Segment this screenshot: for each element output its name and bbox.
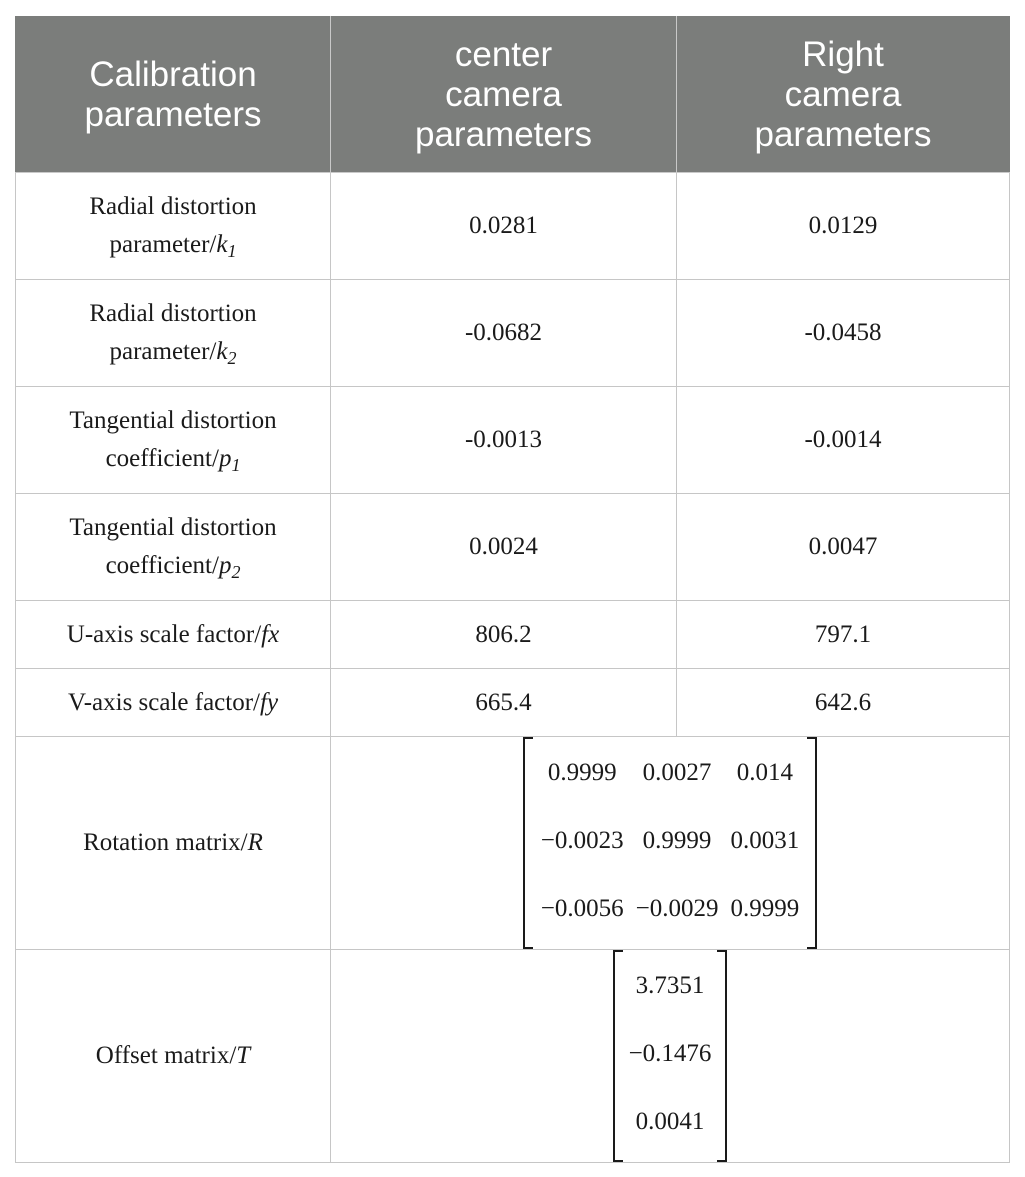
center-value: -0.0013 (331, 387, 677, 494)
matrix-entry: 0.9999 (547, 759, 617, 786)
matrix-entry: 0.0041 (635, 1108, 705, 1135)
header-text: Calibration (89, 54, 257, 94)
rotation-matrix-cell (331, 737, 1010, 950)
matrix-entry: 3.7351 (635, 972, 705, 999)
matrix-entry: 0.014 (736, 759, 793, 786)
table-row (16, 387, 1010, 494)
table-row (16, 669, 1010, 737)
calibration-table (15, 16, 1010, 1163)
label-symbol: p (218, 552, 232, 579)
header-row (16, 17, 1010, 173)
label-symbol: k (216, 231, 228, 258)
center-value: 0.0281 (331, 173, 677, 280)
rotation-matrix (523, 737, 817, 949)
label-line: coefficient/ (105, 552, 219, 579)
row-label (16, 173, 331, 280)
rotation-matrix-grid (535, 739, 805, 943)
label-line: Radial distortion (89, 193, 257, 220)
label-subscript: 1 (231, 455, 241, 475)
table-row-offset (16, 950, 1010, 1163)
row-label (16, 601, 331, 669)
label-line: V-axis scale factor/ (67, 688, 260, 716)
matrix-row (535, 807, 805, 875)
header-calibration-parameters (16, 17, 331, 173)
matrix-entry: −0.0023 (540, 827, 624, 854)
right-value: 0.0129 (677, 173, 1010, 280)
row-label (16, 280, 331, 387)
header-text: parameters (84, 94, 262, 134)
matrix-entry: −0.0056 (540, 895, 624, 922)
center-value: -0.0682 (331, 280, 677, 387)
table-row-rotation (16, 737, 1010, 950)
header-center-camera-parameters (331, 17, 677, 173)
label-subscript: 2 (227, 348, 237, 368)
label-line: Offset matrix/ (95, 1042, 237, 1069)
matrix-entry: −0.0029 (635, 895, 719, 922)
row-label (16, 950, 331, 1163)
matrix-entry: 0.0031 (730, 827, 800, 854)
header-text: parameters (754, 114, 932, 154)
label-line: coefficient/ (105, 445, 219, 472)
label-line: parameter/ (109, 338, 217, 365)
matrix-row (625, 952, 716, 1020)
label-line: U-axis scale factor/ (66, 620, 262, 648)
center-value: 806.2 (331, 601, 677, 669)
header-text: center (454, 34, 553, 74)
label-line: Tangential distortion (69, 514, 277, 541)
label-symbol: fy (260, 688, 279, 716)
right-value: 0.0047 (677, 494, 1010, 601)
label-symbol: T (236, 1042, 251, 1069)
offset-matrix (613, 950, 728, 1162)
matrix-entry: 0.9999 (730, 895, 800, 922)
matrix-row (625, 1088, 716, 1156)
center-value: 0.0024 (331, 494, 677, 601)
matrix-row (535, 875, 805, 943)
matrix-entry: 0.0027 (642, 759, 712, 786)
offset-matrix-grid (625, 952, 716, 1156)
label-subscript: 1 (227, 241, 237, 261)
label-symbol: k (216, 338, 228, 365)
right-value: 642.6 (677, 669, 1010, 737)
header-text: camera (784, 74, 902, 114)
matrix-entry: −0.1476 (628, 1040, 712, 1067)
header-text: parameters (414, 114, 593, 154)
table-row (16, 601, 1010, 669)
row-label (16, 669, 331, 737)
matrix-entry: 0.9999 (642, 827, 712, 854)
label-line: Tangential distortion (69, 407, 277, 434)
table-row (16, 280, 1010, 387)
label-symbol: p (218, 445, 232, 472)
label-subscript: 2 (231, 562, 241, 582)
header-text: Right (802, 34, 884, 74)
right-value: -0.0458 (677, 280, 1010, 387)
table-row (16, 173, 1010, 280)
center-value: 665.4 (331, 669, 677, 737)
row-label (16, 494, 331, 601)
right-value: 797.1 (677, 601, 1010, 669)
label-line: parameter/ (109, 231, 217, 258)
header-right-camera-parameters (677, 17, 1010, 173)
table-row (16, 494, 1010, 601)
right-value: -0.0014 (677, 387, 1010, 494)
row-label (16, 737, 331, 950)
label-line: Rotation matrix/ (83, 829, 248, 856)
label-symbol: fx (261, 620, 280, 648)
row-label (16, 387, 331, 494)
offset-matrix-cell (331, 950, 1010, 1163)
label-symbol: R (247, 829, 263, 856)
header-text: camera (445, 74, 562, 114)
label-line: Radial distortion (89, 300, 257, 327)
matrix-row (535, 739, 805, 807)
matrix-row (625, 1020, 716, 1088)
